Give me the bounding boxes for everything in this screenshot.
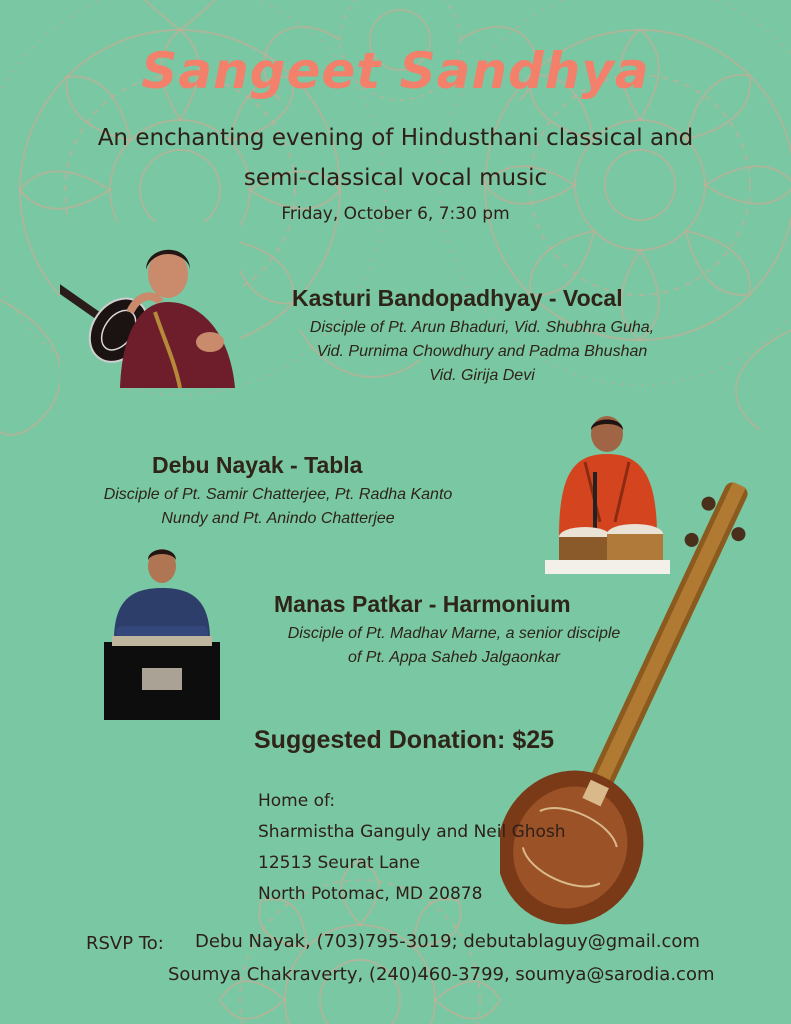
- venue-address: [258, 786, 566, 910]
- artist-name-tabla: Debu Nayak - Tabla: [152, 452, 363, 478]
- artist-name-vocal: Kasturi Bandopadhyay - Vocal: [292, 285, 623, 311]
- event-subtitle: [60, 118, 731, 198]
- desc-line: Vid. Purnima Chowdhury and Padma Bhushan: [316, 343, 648, 360]
- rsvp-label: RSVP To:: [86, 933, 164, 954]
- desc-line: Disciple of Pt. Samir Chatterjee, Pt. Radha Kanto: [103, 486, 453, 503]
- desc-line: Disciple of Pt. Arun Bhaduri, Vid. Shubhra Guha,: [309, 319, 655, 336]
- artist-desc-vocal: [272, 316, 692, 388]
- venue-line: North Potomac, MD 20878: [258, 884, 483, 904]
- desc-line: of Pt. Appa Saheb Jalgaonkar: [348, 649, 560, 666]
- vocalist-photo: [60, 222, 240, 388]
- subtitle-line: semi-classical vocal music: [243, 165, 548, 191]
- artist-desc-tabla: [56, 483, 500, 531]
- rsvp-contact-1: Debu Nayak, (703)795-3019; debutablaguy@gmail.com: [195, 931, 700, 952]
- harmonium-player-photo: [102, 544, 222, 720]
- desc-line: Vid. Girija Devi: [429, 367, 535, 384]
- desc-line: Nundy and Pt. Anindo Chatterjee: [161, 510, 395, 527]
- subtitle-line: An enchanting evening of Hindusthani classical and: [97, 125, 694, 151]
- suggested-donation: Suggested Donation: $25: [254, 726, 555, 754]
- rsvp-contact-2: Soumya Chakraverty, (240)460-3799, soumya@sarodia.com: [168, 964, 715, 985]
- event-title: Sangeet Sandhya: [141, 42, 650, 100]
- venue-line: Sharmistha Ganguly and Neil Ghosh: [258, 822, 566, 842]
- desc-line: Disciple of Pt. Madhav Marne, a senior disciple: [287, 625, 621, 642]
- artist-desc-harmonium: [244, 622, 664, 670]
- venue-line: 12513 Seurat Lane: [258, 853, 421, 873]
- artist-name-harmonium: Manas Patkar - Harmonium: [274, 591, 571, 617]
- venue-line: Home of:: [258, 791, 336, 811]
- event-datetime: Friday, October 6, 7:30 pm: [281, 204, 510, 224]
